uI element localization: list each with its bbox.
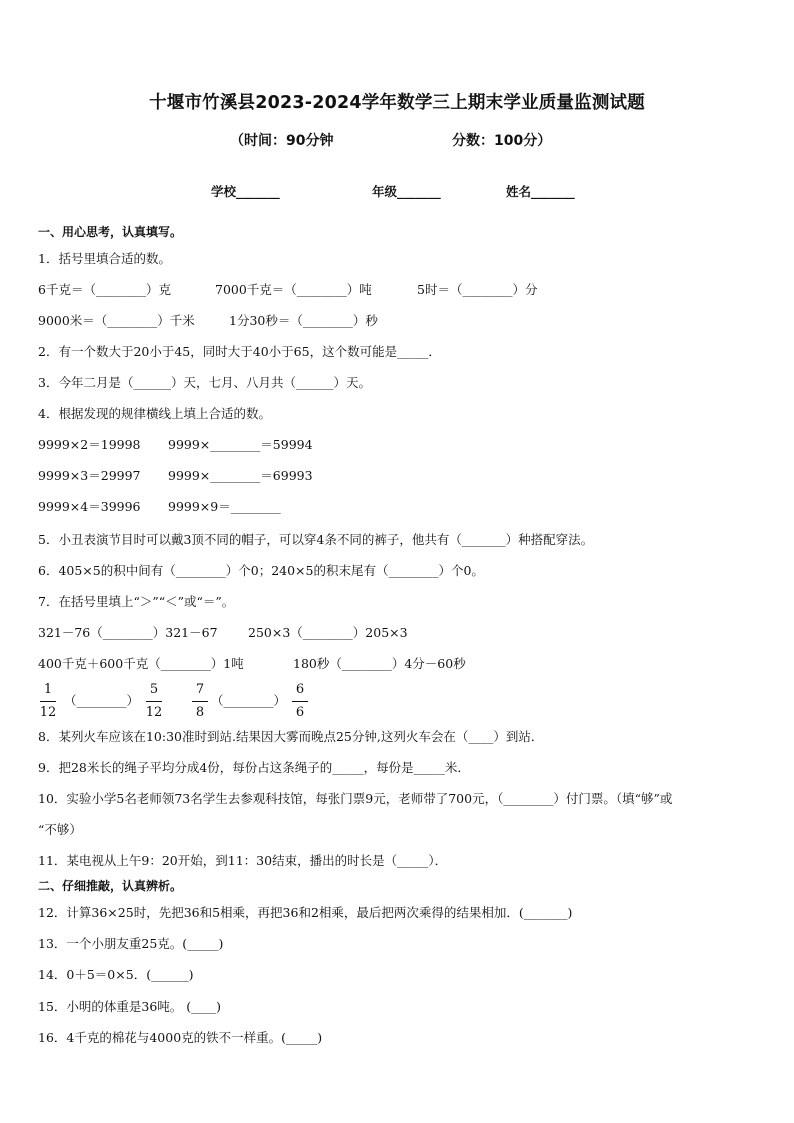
- question-2: 2．有一个数大于20小于45，同时大于40小于65，这个数可能是_____．: [38, 344, 441, 359]
- fraction-bar: [292, 701, 308, 702]
- question-13: 13．一个小朋友重25克。(_____): [38, 936, 224, 951]
- question-6: 6．405×5的积中间有（________）个0；240×5的积末尾有（________）个0。: [38, 563, 484, 578]
- q4-item-c: 9999×3＝29997: [38, 468, 141, 483]
- question-9: 9．把28米长的绳子平均分成4份，每份占这条绳子的_____，每份是_____米．: [38, 760, 470, 775]
- q1-item-e: 1分30秒＝（________）秒: [229, 313, 378, 328]
- q1-item-a: 6千克＝（________）克: [38, 282, 171, 297]
- q7-item-d: 180秒（________）4分－60秒: [293, 656, 466, 671]
- question-1: 1．括号里填合适的数。: [38, 251, 171, 266]
- fraction-6-6: [291, 682, 309, 721]
- q4-item-a: 9999×2＝19998: [38, 437, 141, 452]
- q4-item-e: 9999×4＝39996: [38, 499, 141, 514]
- question-5: 5．小丑表演节目时可以戴3顶不同的帽子，可以穿4条不同的裤子，他共有（_______）种搭配穿法。: [38, 532, 594, 547]
- question-8: 8．某列火车应该在10:30准时到站.结果因大雾而晚点25分钟,这列火车会在（____）到站．: [38, 729, 544, 744]
- fraction-denominator: 12: [145, 705, 163, 720]
- fraction-5-12: [145, 682, 163, 721]
- question-16: 16．4千克的棉花与4000克的铁不一样重。(_____): [38, 1030, 323, 1045]
- fraction-1-12: [39, 682, 57, 721]
- exam-time: （时间：90分钟: [230, 133, 334, 149]
- fraction-denominator: 8: [195, 705, 205, 720]
- fraction-denominator: 6: [295, 705, 305, 720]
- question-12: 12．计算36×25时，先把36和5相乘，再把36和2相乘，最后把两次乘得的结果相加．(_______): [38, 905, 573, 920]
- question-4: 4．根据发现的规律横线上填上合适的数。: [38, 406, 271, 421]
- section-heading-2: 二、仔细推敲，认真辨析。: [38, 879, 183, 893]
- question-11: 11．某电视从上午9：20开始，到11：30结束，播出的时长是（_____）．: [38, 853, 448, 868]
- q7-item-a: 321－76（________）321－67: [38, 625, 218, 640]
- question-10-continued: “不够）: [38, 822, 82, 837]
- fraction-bar: [40, 701, 56, 702]
- question-15: 15．小明的体重是36吨。 (____): [38, 999, 222, 1014]
- question-7: 7．在括号里填上“＞”“＜”或“＝”。: [38, 594, 235, 609]
- fraction-numerator: 5: [149, 682, 159, 697]
- page-title: 十堰市竹溪县2023-2024学年数学三上期末学业质量监测试题: [149, 93, 645, 113]
- fraction-bar: [192, 701, 208, 702]
- q4-item-b: 9999×________＝59994: [168, 437, 313, 452]
- exam-score: 分数：100分）: [452, 133, 552, 149]
- grade-field: 年级_______: [372, 184, 441, 199]
- q4-item-f: 9999×9＝________: [168, 499, 281, 514]
- q4-item-d: 9999×________＝69993: [168, 468, 313, 483]
- fraction-bar: [146, 701, 162, 702]
- fraction-numerator: 7: [195, 682, 205, 697]
- section-heading-1: 一、用心思考，认真填写。: [38, 225, 183, 239]
- q7-item-c: 400千克＋600千克（________）1吨: [38, 656, 244, 671]
- question-3: 3．今年二月是（______）天，七月、八月共（______）天。: [38, 375, 371, 390]
- fraction-numerator: 1: [43, 682, 53, 697]
- q7-item-b: 250×3（________）205×3: [248, 625, 408, 640]
- fraction-7-8: [191, 682, 209, 721]
- school-field: 学校_______: [211, 184, 280, 199]
- question-14: 14．0＋5＝0×5．(______): [38, 967, 194, 982]
- q1-item-d: 9000米＝（________）千米: [38, 313, 195, 328]
- q7-blank-1: （________）: [64, 693, 140, 708]
- fraction-denominator: 12: [39, 705, 57, 720]
- question-10: 10．实验小学5名老师领73名学生去参观科技馆，每张门票9元，老师带了700元，（________）付门票。（填“够”或: [38, 791, 673, 806]
- fraction-numerator: 6: [295, 682, 305, 697]
- q1-item-c: 5时＝（________）分: [417, 282, 538, 297]
- name-field: 姓名_______: [506, 184, 575, 199]
- q1-item-b: 7000千克＝（________）吨: [215, 282, 372, 297]
- q7-blank-2: （________）: [211, 693, 287, 708]
